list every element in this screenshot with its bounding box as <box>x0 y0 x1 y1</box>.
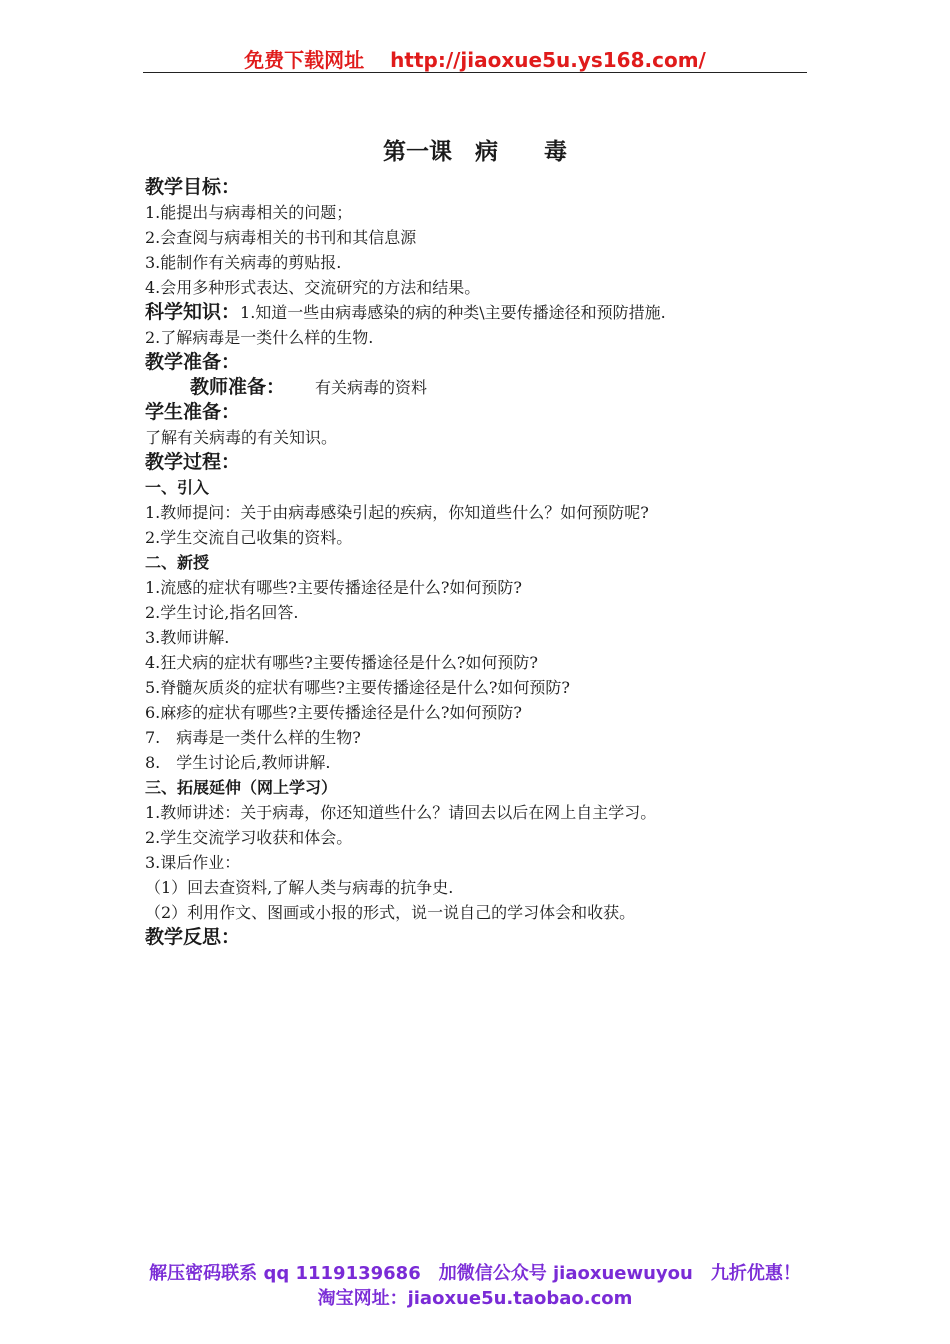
student-preparation-heading: 学生准备： <box>145 401 241 423</box>
new-lesson-item: 3.教师讲解. <box>145 628 230 647</box>
new-lesson-item: 2.学生讨论,指名回答. <box>145 603 299 622</box>
new-lesson-item: 6.麻疹的症状有哪些?主要传播途径是什么?如何预防? <box>145 703 523 722</box>
teacher-preparation-label: 教师准备： <box>190 376 286 398</box>
document-body <box>145 175 825 950</box>
teacher-preparation <box>145 375 825 400</box>
page-header <box>143 44 807 73</box>
new-lesson-heading: 二、新授 <box>145 553 210 572</box>
extension-item: 2.学生交流学习收获和体会。 <box>145 828 353 847</box>
objectives-heading: 教学目标： <box>145 176 241 198</box>
header-url-link[interactable]: http://jiaoxue5u.ys168.com/ <box>390 48 706 72</box>
extension-item: （1）回去查资料,了解人类与病毒的抗争史. <box>145 878 454 897</box>
process-heading: 教学过程： <box>145 451 241 473</box>
student-preparation-value: 了解有关病毒的有关知识。 <box>145 428 338 447</box>
lesson-title <box>0 133 950 166</box>
objective-item: 2.会查阅与病毒相关的书刊和其信息源 <box>145 228 417 247</box>
lesson-title-text: 第一课 病 毒 <box>383 139 567 165</box>
new-lesson-item: 8. 学生讨论后,教师讲解. <box>145 753 331 772</box>
knowledge-item: 1.知道一些由病毒感染的病的种类\主要传播途径和预防措施. <box>240 303 666 322</box>
extension-item: 3.课后作业： <box>145 853 241 872</box>
objective-item: 4.会用多种形式表达、交流研究的方法和结果。 <box>145 278 481 297</box>
extension-item: 1.教师讲述：关于病毒，你还知道些什么？请回去以后在网上自主学习。 <box>145 803 657 822</box>
knowledge-item: 2.了解病毒是一类什么样的生物. <box>145 328 374 347</box>
preparation-heading: 教学准备： <box>145 351 241 373</box>
new-lesson-item: 5.脊髓灰质炎的症状有哪些?主要传播途径是什么?如何预防? <box>145 678 571 697</box>
new-lesson-item: 4.狂犬病的症状有哪些?主要传播途径是什么?如何预防? <box>145 653 539 672</box>
knowledge-heading: 科学知识： <box>145 301 241 323</box>
objective-item: 3.能制作有关病毒的剪贴报. <box>145 253 342 272</box>
extension-item: （2）利用作文、图画或小报的形式，说一说自己的学习体会和收获。 <box>145 903 636 922</box>
knowledge-line <box>145 300 825 325</box>
intro-heading: 一、引入 <box>145 478 210 497</box>
intro-item: 2.学生交流自己收集的资料。 <box>145 528 353 547</box>
header-download-label: 免费下载网址 <box>244 48 365 72</box>
teacher-preparation-value: 有关病毒的资料 <box>315 378 428 397</box>
footer-contact: 解压密码联系 qq 1119139686 加微信公众号 jiaoxuewuyou 九折优惠！ <box>149 1263 801 1284</box>
new-lesson-item: 1.流感的症状有哪些?主要传播途径是什么?如何预防? <box>145 578 523 597</box>
reflection-heading: 教学反思： <box>145 926 241 948</box>
objective-item: 1.能提出与病毒相关的问题； <box>145 203 353 222</box>
extension-heading: 三、拓展延伸（网上学习） <box>145 778 338 797</box>
intro-item: 1.教师提问：关于由病毒感染引起的疾病，你知道些什么？如何预防呢? <box>145 503 649 522</box>
new-lesson-item: 7. 病毒是一类什么样的生物? <box>145 728 361 747</box>
footer-shop-link[interactable]: 淘宝网址：jiaoxue5u.taobao.com <box>317 1288 633 1309</box>
